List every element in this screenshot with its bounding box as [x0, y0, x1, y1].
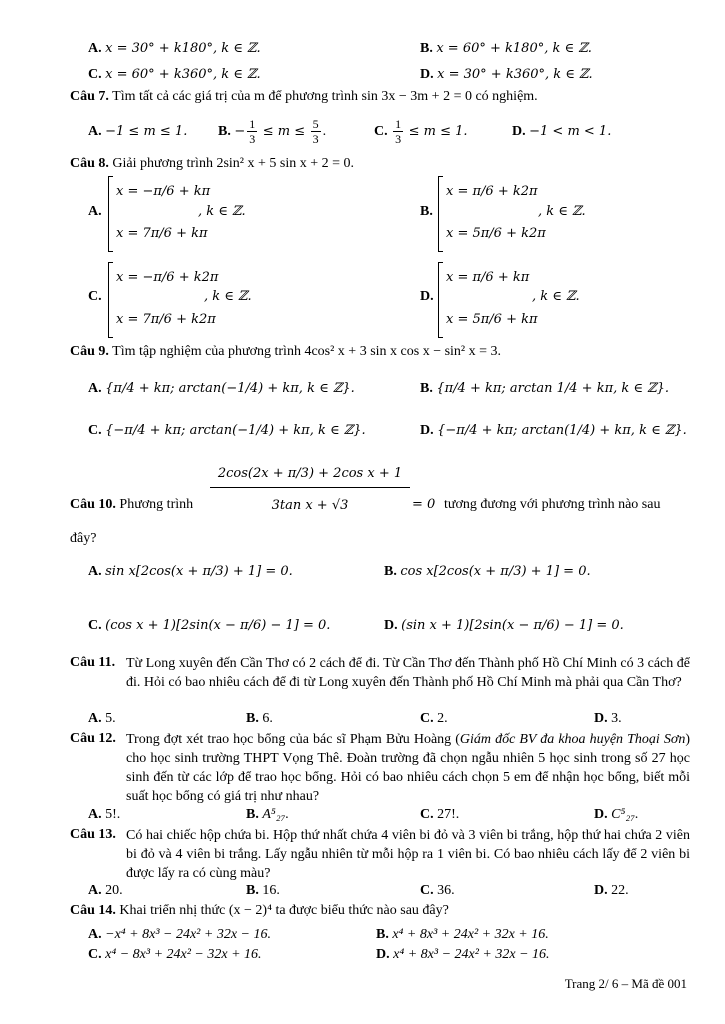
q11-option-b: B. 6.: [246, 711, 273, 726]
q14-option-d: D. x⁴ + 8x³ − 24x² + 32x − 16.: [376, 947, 550, 962]
q9-option-b: B. {π/4 + kπ; arctan 1/4 + kπ, k ∈ ℤ}.: [420, 381, 670, 396]
q12-option-c: C. 27!.: [420, 807, 460, 822]
q7-stem: Câu 7. Tìm tất cả các giá trị của m để phương trình sin 3x − 3m + 2 = 0 có nghiệm.: [70, 89, 538, 104]
q10-stem-start: Câu 10. Phương trình: [70, 497, 194, 512]
q13-option-a: A. 20.: [88, 883, 123, 898]
page-footer: Trang 2/ 6 – Mã đề 001: [564, 976, 687, 991]
q12-label: Câu 12.: [70, 731, 116, 746]
q10-denominator: 3tan x + √3: [271, 498, 349, 513]
q14-option-a: A. −x⁴ + 8x³ − 24x² + 32x − 16.: [88, 927, 271, 942]
q12-text: Trong đợt xét trao học bổng của bác sĩ Phạm Bửu Hoàng (Giám đốc BV đa khoa huyện Thoại Sơn) cho học sinh trường THPT Vọng Thê. Đoàn trường đã chọn ngẫu nhiên 5 học sinh trong số 27 học sinh đến từ các lớp để trao học bổng. Hỏi có bao nhiêu cách chọn 5 em để nhận học bổng, biết mỗi suất học bổng có giá trị như nhau?: [126, 732, 691, 804]
q9-option-a: A. {π/4 + kπ; arctan(−1/4) + kπ, k ∈ ℤ}.: [88, 381, 355, 396]
q8-option-b-suffix: , k ∈ ℤ.: [538, 204, 586, 219]
q8-option-c-label: C.: [88, 289, 102, 304]
q8-stem: Câu 8. Giải phương trình 2sin² x + 5 sin x + 2 = 0.: [70, 156, 355, 171]
q8-option-c-system: x = −π/6 + k2π x = 7π/6 + k2π: [108, 262, 258, 338]
q14-option-c: C. x⁴ − 8x³ + 24x² − 32x + 16.: [88, 947, 262, 962]
q8-option-c-suffix: , k ∈ ℤ.: [204, 289, 252, 304]
q12-option-b: B. A⁵₂₇.: [246, 807, 289, 822]
q8-option-b-label: B.: [420, 204, 433, 219]
q8-option-a-system: x = −π/6 + kπ x = 7π/6 + kπ: [108, 176, 258, 252]
q6-option-d: D. x = 30° + k360°, k ∈ ℤ.: [420, 67, 593, 82]
q9-option-c: C. {−π/4 + kπ; arctan(−1/4) + kπ, k ∈ ℤ}.: [88, 423, 366, 438]
q10-stem-cont: đây?: [70, 531, 97, 546]
q8-option-d-system: x = π/6 + kπ x = 5π/6 + kπ: [438, 262, 588, 338]
q6-option-c: C. x = 60° + k360°, k ∈ ℤ.: [88, 67, 261, 82]
q11-option-c: C. 2.: [420, 711, 448, 726]
q7-option-d: D. −1 < m < 1.: [512, 124, 612, 139]
q13-option-d: D. 22.: [594, 883, 629, 898]
q11-option-a: A. 5.: [88, 711, 116, 726]
q13-text: Có hai chiếc hộp chứa bi. Hộp thứ nhất chứa 4 viên bi đỏ và 3 viên bi trắng, hộp thứ hai chứa 2 viên bi đỏ và 4 viên bi trắng. Lấy ngẫu nhiên từ mỗi hộp ra 1 viên bi. Có bao nhiêu cách lấy để 2 viên bi được lấy ra có cùng màu?: [126, 828, 690, 881]
q11-text: Từ Long xuyên đến Cần Thơ có 2 cách để đi. Từ Cần Thơ đến Thành phố Hồ Chí Minh có 3 cách để đi. Hỏi có bao nhiêu cách để đi từ Long xuyên đến Thành phố Hồ Chí Minh mà phải qua Cần Thơ?: [126, 656, 690, 690]
q11-label: Câu 11.: [70, 655, 116, 670]
q10-stem-end: tương đương với phương trình nào sau: [444, 497, 661, 512]
q8-option-d-suffix: , k ∈ ℤ.: [532, 289, 580, 304]
q9-stem: Câu 9. Tìm tập nghiệm của phương trình 4cos² x + 3 sin x cos x − sin² x = 3.: [70, 344, 502, 359]
q8-option-a-suffix: , k ∈ ℤ.: [198, 204, 246, 219]
q14-option-b: B. x⁴ + 8x³ + 24x² + 32x + 16.: [376, 927, 549, 942]
q6-option-b: B. x = 60° + k180°, k ∈ ℤ.: [420, 41, 592, 56]
q7-option-a: A. −1 ≤ m ≤ 1.: [88, 124, 188, 139]
q10-numerator: 2cos(2x + π/3) + 2cos x + 1: [210, 466, 410, 488]
q8-option-a-label: A.: [88, 204, 102, 219]
q13-option-b: B. 16.: [246, 883, 280, 898]
q8-option-b-system: x = π/6 + k2π x = 5π/6 + k2π: [438, 176, 588, 252]
q10-option-d: D. (sin x + 1)[2sin(x − π/6) − 1] = 0.: [384, 618, 624, 633]
q11-option-d: D. 3.: [594, 711, 622, 726]
q8-option-d-label: D.: [420, 289, 434, 304]
q14-stem: Câu 14. Khai triển nhị thức (x − 2)⁴ ta được biểu thức nào sau đây?: [70, 903, 449, 918]
q9-option-d: D. {−π/4 + kπ; arctan(1/4) + kπ, k ∈ ℤ}.: [420, 423, 687, 438]
q13-option-c: C. 36.: [420, 883, 455, 898]
q12-option-d: D. C⁵₂₇.: [594, 807, 639, 822]
q6-option-a: A. x = 30° + k180°, k ∈ ℤ.: [88, 41, 261, 56]
q7-option-c: C. $\frac{1}{3}$ ≤ m ≤ 1.: [374, 117, 468, 147]
q10-eq: = 0: [412, 497, 436, 512]
q10-option-a: A. sin x[2cos(x + π/3) + 1] = 0.: [88, 564, 293, 579]
q10-option-b: B. cos x[2cos(x + π/3) + 1] = 0.: [384, 564, 591, 579]
q13-label: Câu 13.: [70, 827, 116, 842]
q10-option-c: C. (cos x + 1)[2sin(x − π/6) − 1] = 0.: [88, 618, 331, 633]
q12-option-a: A. 5!.: [88, 807, 121, 822]
q7-option-b: B. − $\frac{1}{3}$ ≤ m ≤ $\frac{5}{3}$ .: [218, 117, 327, 147]
q10-fraction: [210, 466, 410, 513]
